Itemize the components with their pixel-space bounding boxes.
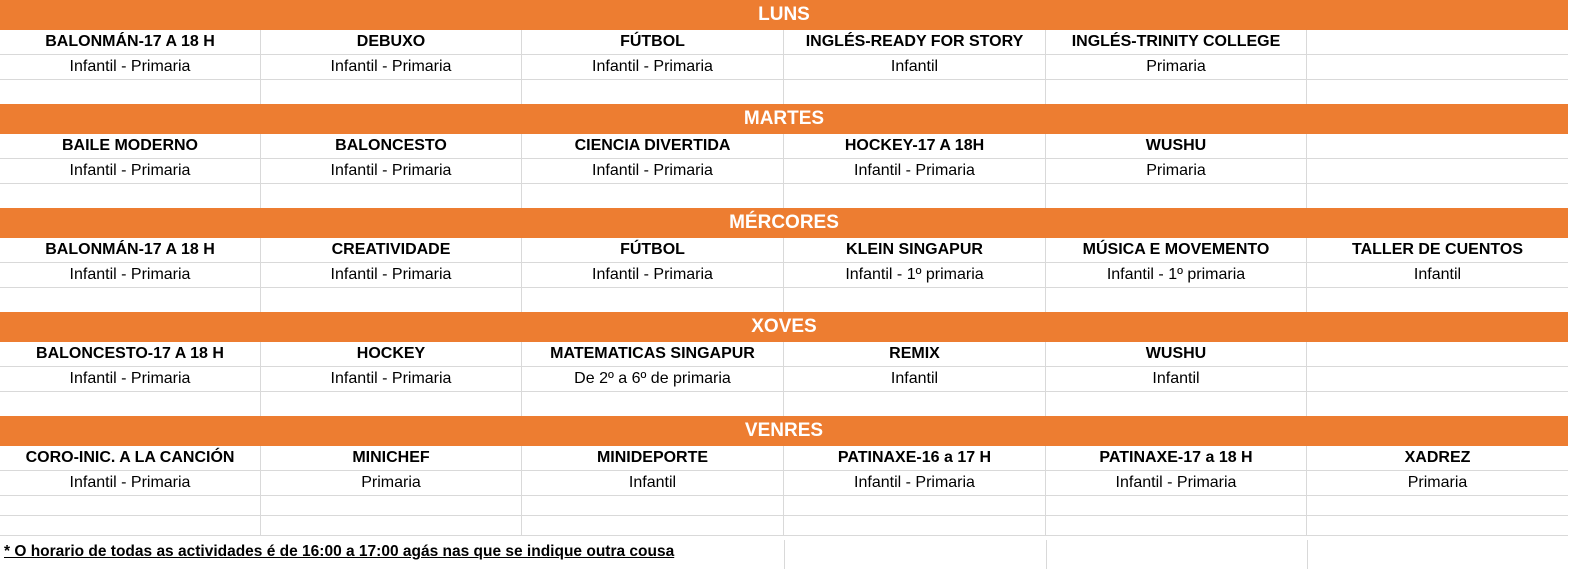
activity-name-cell[interactable]: HOCKEY: [261, 342, 522, 367]
activity-level-row: [0, 55, 1568, 80]
empty-cell[interactable]: [1307, 80, 1568, 104]
day-header-martes: MARTES: [0, 104, 1568, 134]
activity-level-cell[interactable]: Infantil: [1307, 263, 1568, 288]
activity-name-cell[interactable]: FÚTBOL: [522, 238, 784, 263]
empty-cell[interactable]: [522, 392, 784, 416]
empty-cell[interactable]: [261, 184, 522, 208]
activity-level-row: [0, 367, 1568, 392]
activity-level-cell[interactable]: Infantil - 1º primaria: [784, 263, 1046, 288]
activity-level-cell[interactable]: De 2º a 6º de primaria: [522, 367, 784, 392]
activity-level-cell[interactable]: Infantil: [784, 367, 1046, 392]
activity-level-cell[interactable]: Infantil - Primaria: [0, 367, 261, 392]
empty-cell[interactable]: [522, 496, 784, 516]
empty-cell[interactable]: [0, 392, 261, 416]
activity-name-row: [0, 30, 1568, 55]
activity-name-row: [0, 446, 1568, 471]
activity-name-cell[interactable]: TALLER DE CUENTOS: [1307, 238, 1568, 263]
empty-row: [0, 288, 1568, 312]
activity-level-cell[interactable]: Infantil: [1046, 367, 1307, 392]
empty-cell[interactable]: [1307, 288, 1568, 312]
empty-cell[interactable]: [261, 392, 522, 416]
activity-level-cell[interactable]: Infantil - Primaria: [522, 159, 784, 184]
activity-name-cell[interactable]: BAILE MODERNO: [0, 134, 261, 159]
day-header-xoves: XOVES: [0, 312, 1568, 342]
activity-level-cell[interactable]: Primaria: [261, 471, 522, 496]
empty-row: [0, 516, 1568, 536]
empty-cell[interactable]: [784, 496, 1046, 516]
empty-cell[interactable]: [261, 80, 522, 104]
activity-level-cell[interactable]: [1307, 159, 1568, 184]
activity-name-cell[interactable]: WUSHU: [1046, 342, 1307, 367]
empty-cell[interactable]: [1046, 496, 1307, 516]
activity-name-cell[interactable]: PATINAXE-17 a 18 H: [1046, 446, 1307, 471]
activity-level-cell[interactable]: Infantil - Primaria: [261, 367, 522, 392]
empty-cell[interactable]: [261, 496, 522, 516]
activity-name-cell[interactable]: INGLÉS-TRINITY COLLEGE: [1046, 30, 1307, 55]
empty-cell[interactable]: [0, 516, 261, 536]
empty-row: [0, 184, 1568, 208]
activity-name-cell[interactable]: MÚSICA E MOVEMENTO: [1046, 238, 1307, 263]
activity-name-cell[interactable]: PATINAXE-16 a 17 H: [784, 446, 1046, 471]
activity-name-cell[interactable]: BALONMÁN-17 A 18 H: [0, 238, 261, 263]
activity-level-cell[interactable]: Infantil: [784, 55, 1046, 80]
activity-level-cell[interactable]: Infantil - Primaria: [1046, 471, 1307, 496]
schedule-footnote: * O horario de todas as actividades é de 16:00 a 17:00 agás nas que se indique outra cousa: [4, 543, 675, 560]
activity-level-cell[interactable]: Primaria: [1307, 471, 1568, 496]
empty-cell[interactable]: [784, 80, 1046, 104]
activity-level-cell[interactable]: Infantil - Primaria: [261, 263, 522, 288]
activity-name-cell[interactable]: FÚTBOL: [522, 30, 784, 55]
activity-level-cell[interactable]: Primaria: [1046, 55, 1307, 80]
empty-cell[interactable]: [1046, 288, 1307, 312]
activity-level-row: [0, 471, 1568, 496]
activity-name-cell[interactable]: BALONMÁN-17 A 18 H: [0, 30, 261, 55]
empty-cell[interactable]: [0, 184, 261, 208]
activity-level-cell[interactable]: Infantil - Primaria: [522, 55, 784, 80]
day-header-venres: VENRES: [0, 416, 1568, 446]
activity-name-cell[interactable]: INGLÉS-READY FOR STORY: [784, 30, 1046, 55]
activity-name-cell[interactable]: [1307, 342, 1568, 367]
empty-cell[interactable]: [784, 288, 1046, 312]
day-header-mercores: MÉRCORES: [0, 208, 1568, 238]
activity-name-cell[interactable]: [1307, 30, 1568, 55]
activity-level-cell[interactable]: Infantil - 1º primaria: [1046, 263, 1307, 288]
activity-name-row: [0, 238, 1568, 263]
activity-name-cell[interactable]: BALONCESTO-17 A 18 H: [0, 342, 261, 367]
empty-cell[interactable]: [0, 288, 261, 312]
activity-name-cell[interactable]: KLEIN SINGAPUR: [784, 238, 1046, 263]
empty-cell[interactable]: [1046, 80, 1307, 104]
empty-cell[interactable]: [1046, 184, 1307, 208]
activity-name-cell[interactable]: MINIDEPORTE: [522, 446, 784, 471]
activity-name-cell[interactable]: MATEMATICAS SINGAPUR: [522, 342, 784, 367]
activity-level-cell[interactable]: Infantil - Primaria: [261, 55, 522, 80]
empty-cell[interactable]: [0, 80, 261, 104]
activity-level-cell[interactable]: Infantil - Primaria: [522, 263, 784, 288]
activity-level-cell[interactable]: Infantil: [522, 471, 784, 496]
activity-name-cell[interactable]: REMIX: [784, 342, 1046, 367]
empty-cell[interactable]: [522, 184, 784, 208]
empty-cell[interactable]: [522, 288, 784, 312]
empty-cell[interactable]: [0, 496, 261, 516]
activity-level-cell[interactable]: Infantil - Primaria: [0, 263, 261, 288]
activity-level-cell[interactable]: Primaria: [1046, 159, 1307, 184]
activity-name-cell[interactable]: CORO-INIC. A LA CANCIÓN: [0, 446, 261, 471]
empty-cell[interactable]: [522, 80, 784, 104]
activity-level-cell[interactable]: Infantil - Primaria: [0, 471, 261, 496]
activity-level-cell[interactable]: [1307, 367, 1568, 392]
empty-row: [0, 496, 1568, 516]
empty-cell[interactable]: [261, 288, 522, 312]
activity-name-cell[interactable]: MINICHEF: [261, 446, 522, 471]
activity-level-cell[interactable]: [1307, 55, 1568, 80]
day-header-luns: LUNS: [0, 0, 1568, 30]
empty-cell[interactable]: [1046, 392, 1307, 416]
activity-name-cell[interactable]: DEBUXO: [261, 30, 522, 55]
empty-cell[interactable]: [1307, 184, 1568, 208]
activity-name-cell[interactable]: XADREZ: [1307, 446, 1568, 471]
activity-level-cell[interactable]: Infantil - Primaria: [0, 55, 261, 80]
activity-level-cell[interactable]: Infantil - Primaria: [784, 159, 1046, 184]
empty-cell[interactable]: [784, 516, 1046, 536]
activity-level-row: [0, 263, 1568, 288]
activity-name-cell[interactable]: HOCKEY-17 A 18H: [784, 134, 1046, 159]
empty-cell[interactable]: [1046, 516, 1307, 536]
activity-name-row: [0, 134, 1568, 159]
activity-name-cell[interactable]: BALONCESTO: [261, 134, 522, 159]
empty-cell[interactable]: [784, 392, 1046, 416]
activity-name-cell[interactable]: CIENCIA DIVERTIDA: [522, 134, 784, 159]
activity-name-cell[interactable]: CREATIVIDADE: [261, 238, 522, 263]
empty-row: [0, 80, 1568, 104]
empty-cell[interactable]: [1307, 516, 1568, 536]
empty-row: [0, 392, 1568, 416]
empty-cell[interactable]: [1307, 496, 1568, 516]
empty-cell[interactable]: [1307, 392, 1568, 416]
empty-cell[interactable]: [784, 184, 1046, 208]
activity-level-cell[interactable]: Infantil - Primaria: [784, 471, 1046, 496]
activity-level-cell[interactable]: Infantil - Primaria: [0, 159, 261, 184]
empty-cell[interactable]: [261, 516, 522, 536]
empty-cell[interactable]: [522, 516, 784, 536]
activity-name-row: [0, 342, 1568, 367]
activity-name-cell[interactable]: [1307, 134, 1568, 159]
activity-level-cell[interactable]: Infantil - Primaria: [261, 159, 522, 184]
activity-name-cell[interactable]: WUSHU: [1046, 134, 1307, 159]
activity-level-row: [0, 159, 1568, 184]
